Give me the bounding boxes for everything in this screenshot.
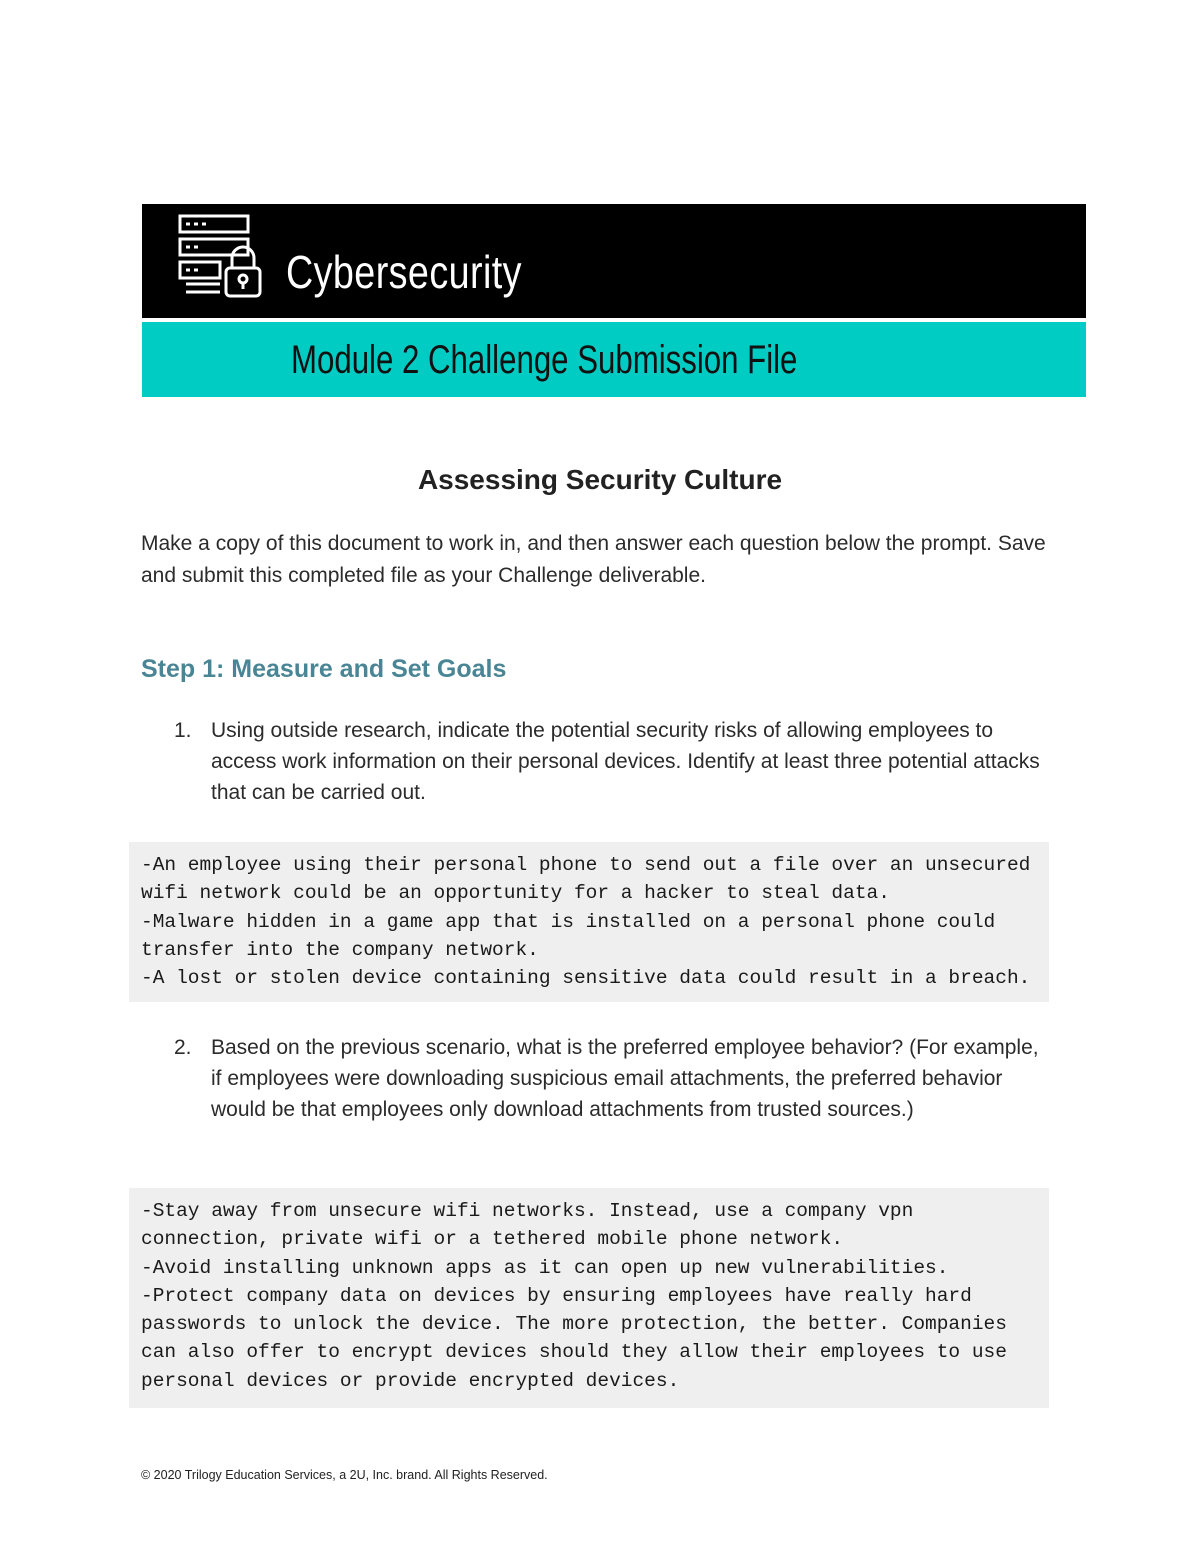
answer-line: -Stay away from unsecure wifi networks. Instead, use a company vpn connection, private wifi or a tethered mobile phone network. [141, 1200, 926, 1251]
page-title: Assessing Security Culture [417, 464, 783, 495]
copyright-footer: © 2020 Trilogy Education Services, a 2U, Inc. brand. All Rights Reserved. [141, 1468, 548, 1482]
question-prompt: Using outside research, indicate the potential security risks of allowing employees to access work information on their personal devices. Identify at least three potential attacks that can be carried out. [211, 719, 1040, 804]
intro-paragraph: Make a copy of this document to work in, and then answer each question below the prompt. Save and submit this completed file as your Challenge deliverable. [141, 532, 1046, 587]
question-1 [174, 715, 1054, 808]
brand-banner [142, 204, 1086, 318]
answer-line: -Malware hidden in a game app that is installed on a personal phone could transfer into the company network. [141, 910, 1007, 961]
answer-line: -Protect company data on devices by ensuring employees have really hard passwords to unlock the device. The more protection, the better. Companies can also offer to encrypt devices should they allow their employees to use personal devices or provide encrypted devices. [141, 1284, 1019, 1392]
question-2 [174, 1032, 1054, 1125]
subtitle-banner [142, 322, 1086, 397]
module-subtitle: Module 2 Challenge Submission File [291, 338, 798, 382]
question-number: 1. [174, 719, 192, 742]
question-prompt: Based on the previous scenario, what is the preferred employee behavior? (For example, if employees were downloading suspicious email attachments, the preferred behavior would be that employees only download attachments from trusted sources.) [211, 1036, 1039, 1121]
answer-box-1[interactable] [129, 842, 1049, 1002]
server-lock-icon [176, 212, 264, 300]
step-heading: Step 1: Measure and Set Goals [141, 655, 507, 683]
answer-line: -An employee using their personal phone to send out a file over an unsecured wifi network could be an opportunity for a hacker to steal data. [141, 854, 1043, 905]
brand-title: Cybersecurity [286, 246, 522, 298]
answer-line: -Avoid installing unknown apps as it can open up new vulnerabilities. [141, 1256, 949, 1279]
answer-box-2[interactable] [129, 1188, 1049, 1408]
answer-line: -A lost or stolen device containing sensitive data could result in a breach. [141, 967, 1031, 990]
question-number: 2. [174, 1036, 192, 1059]
